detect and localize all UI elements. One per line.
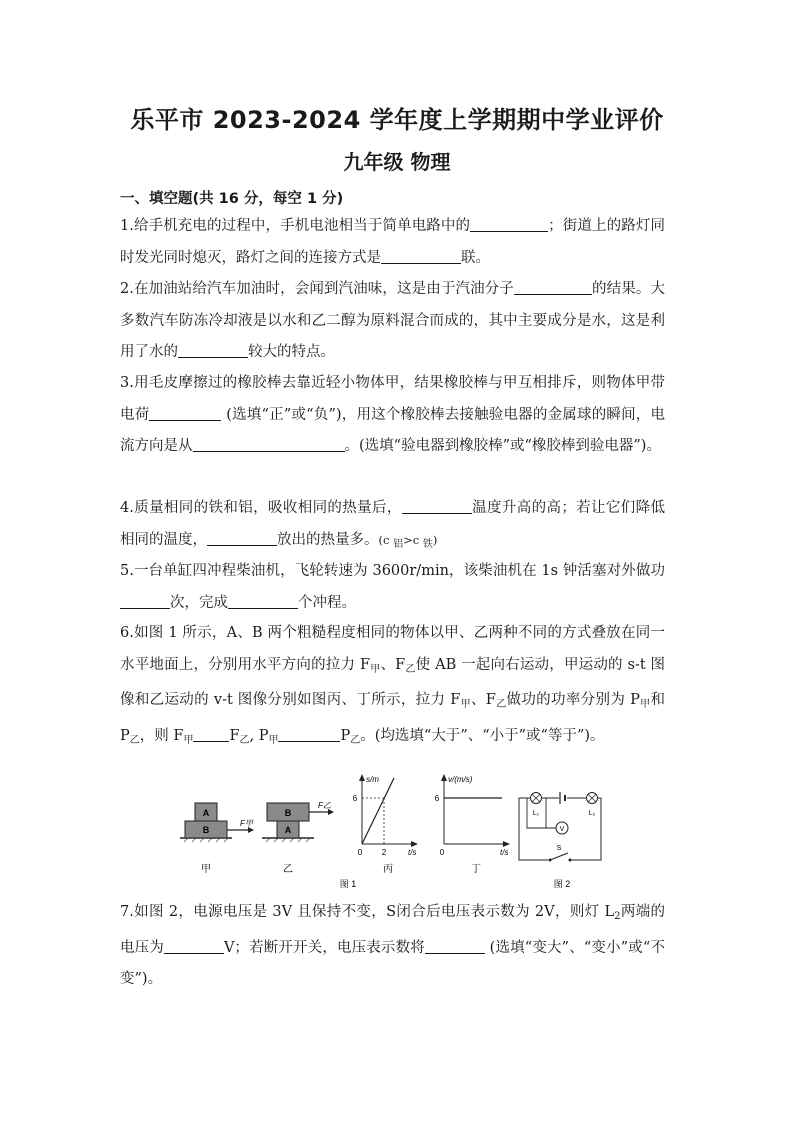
subscript: 乙 xyxy=(129,734,140,746)
question-1-text-a: 1.给手机充电的过程中，手机电池相当于简单电路中的 xyxy=(120,218,471,234)
subscript: 甲 xyxy=(460,699,471,710)
block-b-label: B xyxy=(284,808,292,818)
circuit-diagram xyxy=(519,792,601,864)
question-4 xyxy=(120,493,665,560)
answer-blank xyxy=(402,496,472,514)
axis-arrowhead xyxy=(503,841,510,847)
question-6-text: 使 AB 一起向右运动，甲运动的 s-t 图像和乙运动的 v-t 图像分别如图丙、丁所示，拉力 F xyxy=(120,656,666,708)
note-text: (c xyxy=(378,532,394,547)
answer-blank xyxy=(120,591,170,609)
axis-arrowhead xyxy=(359,774,365,781)
s-tick-6: 6 xyxy=(352,794,358,803)
t-tick-2: 2 xyxy=(381,848,387,857)
question-4-text-a: 4.质量相同的铁和铝，吸收相同的热量后， xyxy=(120,500,402,516)
answer-blank xyxy=(228,591,298,609)
question-6-text: 、F xyxy=(380,656,406,673)
axis-arrowhead xyxy=(441,774,447,781)
lamp-l2-label: L₂ xyxy=(588,810,596,817)
subscript: 甲 xyxy=(183,734,194,746)
question-5-text-c: 个冲程。 xyxy=(298,594,356,611)
question-6-text: 、F xyxy=(470,692,496,708)
figure-jia xyxy=(180,803,254,875)
s-axis-label: s/m xyxy=(366,775,379,784)
question-7-text: (选填“变大”、“变小”或“不变”)。 xyxy=(120,939,665,987)
answer-blank xyxy=(470,214,548,232)
question-6-text: F xyxy=(229,727,240,744)
answer-blank xyxy=(278,724,340,742)
figure-area xyxy=(170,770,620,895)
t-tick-0: 0 xyxy=(439,848,445,857)
answer-blank xyxy=(381,246,461,264)
question-4-text-b: 温度升高的高；若让它们降低相同的温度， xyxy=(120,500,665,548)
question-6-text: 。(均选填“大于”、“小于”或“等于”)。 xyxy=(360,727,605,744)
voltmeter-label: V xyxy=(559,826,565,833)
question-1-text-b: ；街道上的路灯同时发光同时熄灭，路灯之间的连接方式是 xyxy=(120,218,665,266)
t-axis-label: t/s xyxy=(500,848,509,857)
subscript: 甲 xyxy=(370,663,381,675)
answer-blank xyxy=(207,528,277,546)
t-axis-label: t/s xyxy=(408,848,417,857)
axis-arrowhead xyxy=(411,841,418,847)
question-6-text: 和 P xyxy=(120,692,665,744)
answer-blank xyxy=(149,403,221,421)
subscript: 乙 xyxy=(405,663,416,675)
question-6-text: ，则 F xyxy=(139,727,184,744)
figure-yi-caption: 乙 xyxy=(283,864,293,875)
graph-v-t xyxy=(435,774,510,875)
figure-jia-caption: 甲 xyxy=(201,864,211,875)
question-7-text: 两端的电压为 xyxy=(120,904,665,956)
force-jia-label: F甲 xyxy=(240,819,253,828)
subscript: 甲 xyxy=(268,734,279,746)
section-heading-fill-blank: 一、填空题(共 16 分，每空 1 分) xyxy=(120,191,344,207)
question-5 xyxy=(120,556,665,619)
question-5-text-b: 次，完成 xyxy=(170,594,228,611)
answer-blank xyxy=(514,277,592,295)
force-yi-label: F乙 xyxy=(318,801,331,810)
block-a-label: A xyxy=(202,808,210,818)
question-2-text-b: 的结果。大多数汽车防冻冷却液是以水和乙二醇为原料混合而成的，其中主要成分是水，这是利用了水的 xyxy=(120,281,665,360)
answer-blank xyxy=(193,434,345,452)
specific-heat-note xyxy=(378,532,438,550)
figure-2-caption: 图 2 xyxy=(553,879,571,889)
subscript: 乙 xyxy=(239,734,250,746)
note-text: >c xyxy=(403,532,423,547)
question-7-text: 7.如图 2，电源电压是 3V 且保持不变，S闭合后电压表示数为 2V，则灯 L xyxy=(120,904,615,920)
v-axis-label: v/(m/s) xyxy=(448,775,473,784)
subscript: 乙 xyxy=(350,734,361,746)
question-3-text-c: 。(选填“验电器到橡胶棒”或“橡胶棒到验电器”)。 xyxy=(344,438,661,454)
note-subscript: 铝 xyxy=(393,538,404,550)
question-3-text-b: (选填“正”或“负”)，用这个橡胶棒去接触验电器的金属球的瞬间，电流方向是从 xyxy=(120,406,666,454)
figure-yi xyxy=(262,801,334,875)
question-3-text-a: 3.用毛皮摩擦过的橡胶棒去靠近轻小物体甲，结果橡胶棒与甲互相排斥，则物体甲带电荷 xyxy=(120,375,665,423)
s-t-line xyxy=(362,778,394,844)
subscript: 乙 xyxy=(495,699,507,710)
lamp-l1-label: L₁ xyxy=(532,810,540,817)
question-1-text-c: 联。 xyxy=(461,249,490,266)
switch-contact xyxy=(569,859,572,862)
figure-ding-caption: 丁 xyxy=(471,864,481,875)
question-3 xyxy=(120,368,665,463)
question-7-text: V；若断开开关，电压表示数将 xyxy=(223,939,425,956)
block-b-label: B xyxy=(202,825,210,835)
figure-bing-caption: 丙 xyxy=(383,864,393,875)
answer-blank xyxy=(193,724,229,742)
subscript: 甲 xyxy=(639,699,651,710)
switch-label: S xyxy=(556,845,562,852)
block-a-label: A xyxy=(284,825,292,835)
question-4-text-c: 放出的热量多。 xyxy=(277,531,379,548)
answer-blank xyxy=(178,340,248,358)
question-6 xyxy=(120,618,665,756)
question-2 xyxy=(120,274,665,369)
t-tick-0: 0 xyxy=(357,848,363,857)
answer-blank xyxy=(425,936,485,954)
graph-s-t xyxy=(353,774,418,875)
question-1 xyxy=(120,211,665,274)
question-6-text: 做功的功率分别为 P xyxy=(506,692,640,708)
exam-subtitle: 九年级 物理 xyxy=(343,150,451,174)
question-6-text: , P xyxy=(249,727,269,744)
note-subscript: 铁 xyxy=(422,538,433,550)
question-2-text-c: 较大的特点。 xyxy=(248,344,335,360)
question-2-text-a: 2.在加油站给汽车加油时，会闻到汽油味，这是由于汽油分子 xyxy=(120,281,514,297)
note-text: ) xyxy=(432,532,438,547)
figure-1-caption: 图 1 xyxy=(339,879,357,889)
exam-title: 乐平市 2023-2024 学年度上学期期中学业评价 xyxy=(130,106,664,134)
question-5-text-a: 5.一台单缸四冲程柴油机，飞轮转速为 3600r/min，该柴油机在 1s 钟活塞对外做功 xyxy=(120,563,665,579)
answer-blank xyxy=(164,936,224,954)
v-tick-6: 6 xyxy=(434,794,440,803)
question-7 xyxy=(120,897,665,996)
question-6-text: 6.如图 1 所示，A、B 两个粗糙程度相同的物体以甲、乙两种不同的方式叠放在同一水平地面上，分别用水平方向的拉力 F xyxy=(120,625,665,673)
subscript: 2 xyxy=(614,911,621,922)
question-6-text: P xyxy=(340,727,351,744)
